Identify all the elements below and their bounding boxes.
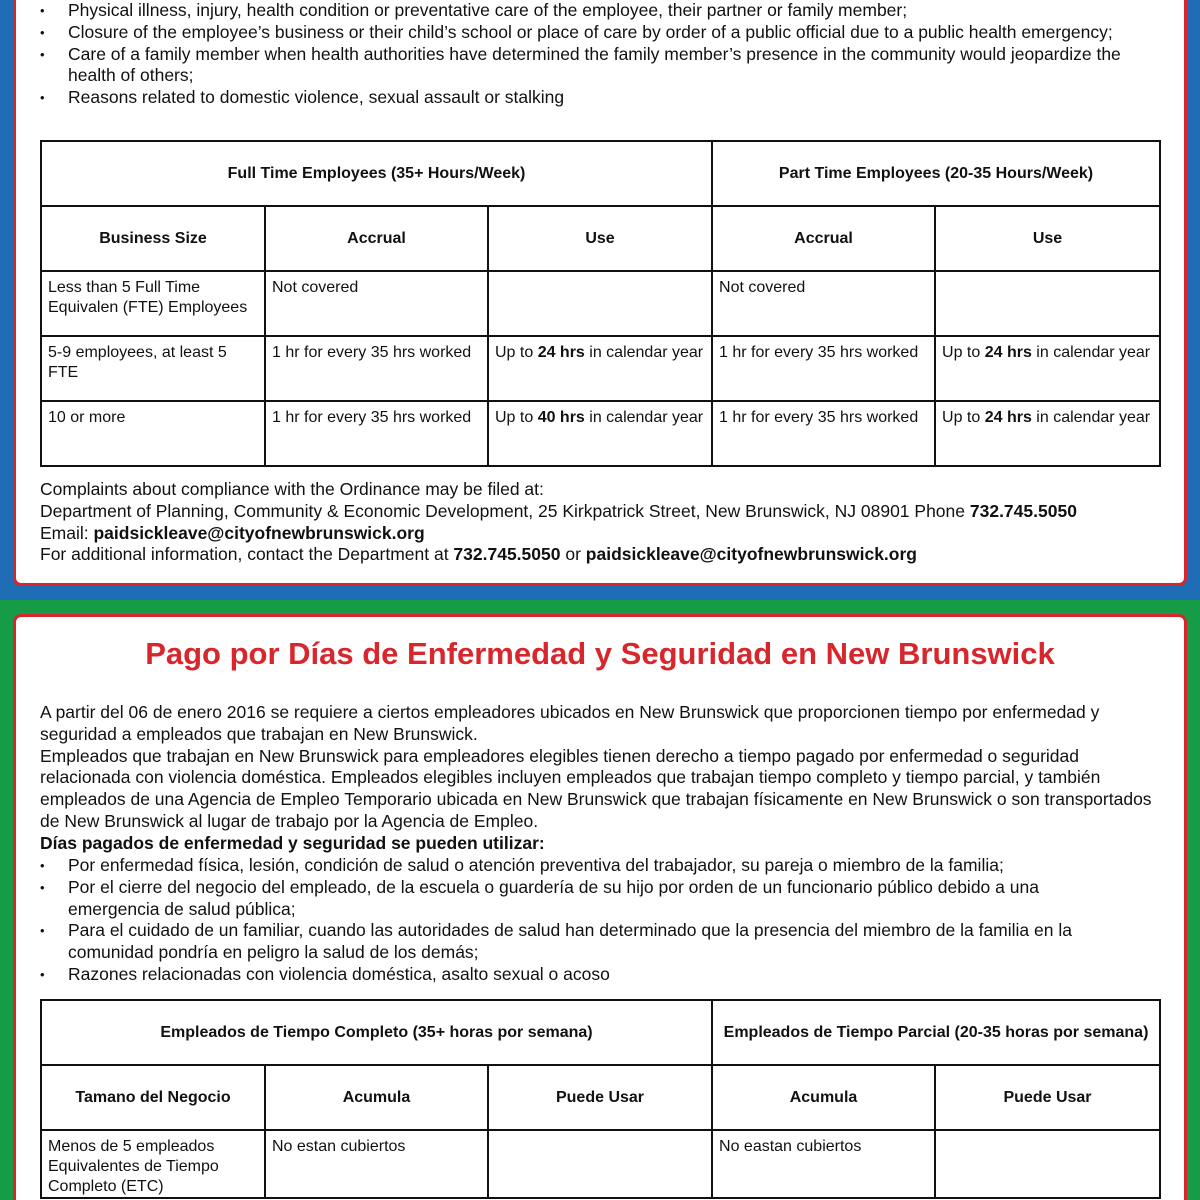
use-cell: Up to 24 hrs in calendar year bbox=[935, 401, 1160, 466]
column-header-use: Puede Usar bbox=[488, 1065, 712, 1130]
full-time-header: Empleados de Tiempo Completo (35+ horas por semana) bbox=[41, 1000, 712, 1065]
table-row bbox=[41, 336, 1160, 401]
accrual-cell: 1 hr for every 35 hrs worked bbox=[712, 401, 935, 466]
english-uses-list bbox=[40, 0, 1150, 109]
use-cell: Up to 40 hrs in calendar year bbox=[488, 401, 712, 466]
list-item: • Reasons related to domestic violence, sexual assault or stalking bbox=[40, 87, 1150, 109]
use-cell bbox=[488, 1130, 712, 1198]
list-item: • Por el cierre del negocio del empleado, de la escuela o guardería de su hijo por orden de un funcionario público debido a una emergencia de salud pública; bbox=[40, 877, 1120, 921]
email-line: Email: paidsickleave@cityofnewbrunswick.org bbox=[40, 522, 425, 543]
table-row bbox=[41, 141, 1160, 206]
accrual-cell: 1 hr for every 35 hrs worked bbox=[265, 401, 488, 466]
intro-paragraph: Empleados que trabajan en New Brunswick para empleadores elegibles tienen derecho a tiempo pagado por enfermedad o seguridad relacionada con violencia doméstica. Empleados elegibles incluyen empleados que trabajan tiempo completo y tiempo parcial, y también empleados de una Agencia de Empleo Temporario ubicada en New Brunswick que trabajan físicamente en New Brunswick o son transportados de New Brunswick al lugar de trabajo por la Agencia de Empleo. bbox=[40, 745, 1152, 831]
column-header-use: Puede Usar bbox=[935, 1065, 1160, 1130]
phone-number: 732.745.5050 bbox=[453, 544, 561, 565]
table-row bbox=[41, 401, 1160, 466]
column-header-accrual: Acumula bbox=[265, 1065, 488, 1130]
email-link[interactable]: paidsickleave@cityofnewbrunswick.org bbox=[93, 522, 425, 543]
english-contact-info bbox=[40, 479, 1160, 566]
business-size-cell: 5-9 employees, at least 5 FTE bbox=[41, 336, 265, 401]
column-header-accrual: Acumula bbox=[712, 1065, 935, 1130]
accrual-cell: No estan cubiertos bbox=[265, 1130, 488, 1198]
uses-heading: Días pagados de enfermedad y seguridad se pueden utilizar: bbox=[40, 832, 545, 853]
business-size-cell: Menos de 5 empleados Equivalentes de Tiempo Completo (ETC) bbox=[41, 1130, 265, 1198]
table-row bbox=[41, 1000, 1160, 1065]
column-header-accrual: Accrual bbox=[712, 206, 935, 271]
use-cell bbox=[935, 1130, 1160, 1198]
email-link[interactable]: paidsickleave@cityofnewbrunswick.org bbox=[585, 544, 917, 565]
business-size-cell: 10 or more bbox=[41, 401, 265, 466]
spanish-title: Pago por Días de Enfermedad y Seguridad en New Brunswick bbox=[145, 636, 1055, 671]
list-item: • Para el cuidado de un familiar, cuando las autoridades de salud han determinado que la presencia del miembro de la familia en la comunidad pondría en peligro la salud de los demás; bbox=[40, 920, 1150, 964]
column-header-business-size: Tamano del Negocio bbox=[41, 1065, 265, 1130]
full-time-header: Full Time Employees (35+ Hours/Week) bbox=[41, 141, 712, 206]
business-size-cell: Less than 5 Full Time Equivalen (FTE) Employees bbox=[41, 271, 265, 336]
table-row bbox=[41, 206, 1160, 271]
use-cell: Up to 24 hrs in calendar year bbox=[935, 336, 1160, 401]
list-item: • Care of a family member when health authorities have determined the family member’s presence in the community would jeopardize the health of others; bbox=[40, 44, 1150, 88]
accrual-cell: 1 hr for every 35 hrs worked bbox=[265, 336, 488, 401]
column-header-business-size: Business Size bbox=[41, 206, 265, 271]
table-row bbox=[41, 271, 1160, 336]
list-item: • Closure of the employee’s business or their child’s school or place of care by order of a public official due to a public health emergency; bbox=[40, 22, 1150, 44]
accrual-cell: No eastan cubiertos bbox=[712, 1130, 935, 1198]
list-item: • Physical illness, injury, health condition or preventative care of the employee, their partner or family member; bbox=[40, 0, 1150, 22]
use-cell: Up to 24 hrs in calendar year bbox=[488, 336, 712, 401]
use-cell bbox=[488, 271, 712, 336]
complaints-line: Complaints about compliance with the Ordinance may be filed at: bbox=[40, 479, 544, 499]
column-header-use: Use bbox=[935, 206, 1160, 271]
part-time-header: Empleados de Tiempo Parcial (20-35 horas por semana) bbox=[712, 1000, 1160, 1065]
department-line: Department of Planning, Community & Economic Development, 25 Kirkpatrick Street, New Brunswick, NJ 08901 Phone 732.745.5050 bbox=[40, 500, 1077, 521]
accrual-cell: Not covered bbox=[265, 271, 488, 336]
spanish-intro bbox=[40, 702, 1160, 855]
additional-info-line: For additional information, contact the Department at 732.745.5050 or paidsickleave@cityofnewbrunswick.org bbox=[40, 544, 917, 565]
part-time-header: Part Time Employees (20-35 Hours/Week) bbox=[712, 141, 1160, 206]
accrual-cell: Not covered bbox=[712, 271, 935, 336]
english-leave-table bbox=[40, 140, 1161, 467]
table-row bbox=[41, 1130, 1160, 1198]
table-row bbox=[41, 1065, 1160, 1130]
use-cell bbox=[935, 271, 1160, 336]
column-header-use: Use bbox=[488, 206, 712, 271]
list-item: • Razones relacionadas con violencia doméstica, asalto sexual o acoso bbox=[40, 964, 1150, 986]
spanish-uses-list bbox=[40, 855, 1150, 986]
column-header-accrual: Accrual bbox=[265, 206, 488, 271]
accrual-cell: 1 hr for every 35 hrs worked bbox=[712, 336, 935, 401]
spanish-leave-table bbox=[40, 999, 1161, 1199]
intro-paragraph: A partir del 06 de enero 2016 se requiere a ciertos empleadores ubicados en New Brunswick que proporcionen tiempo por enfermedad y seguridad a empleados que trabajan en New Brunswick. bbox=[40, 702, 1100, 744]
list-item: • Por enfermedad física, lesión, condición de salud o atención preventiva del trabajador, su pareja o miembro de la familia; bbox=[40, 855, 1150, 877]
phone-number: 732.745.5050 bbox=[969, 500, 1077, 521]
